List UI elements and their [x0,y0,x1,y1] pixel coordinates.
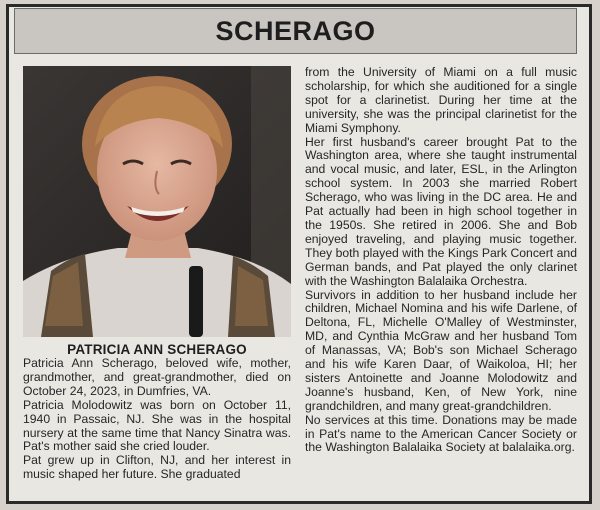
page-title: SCHERAGO [215,15,376,46]
obituary-paragraph: Patricia Ann Scherago, beloved wife, mother, grandmother, and great-grandmother, died on October 24, 2023, in Dumfries, VA. [23,356,291,398]
deceased-name: PATRICIA ANN SCHERAGO [67,342,247,357]
obituary-paragraph: No services at this time. Donations may be made in Pat's name to the American Cancer Society or the Washington Balalaika Society at balalaika.org. [305,412,577,455]
obituary-text-left [23,357,291,482]
portrait-photo [23,66,291,337]
obituary-paragraph: from the University of Miami on a full music scholarship, for which she auditioned for a single spot for a clarinetist. During her time at the university, she was the principal clarinetist for the Miami Symphony. [305,65,577,135]
header-banner [14,8,577,54]
portrait-image [23,66,291,337]
obituary-text-right [305,66,577,455]
obituary-paragraph: Her first husband's career brought Pat to the Washington area, where she taught instrumental and vocal music, and later, ESL, in the Arlington school system. In 2003 she married Robert Scherago, who was living in the DC area. He and Pat actually had been in high school together in the 1950s. She retired in 2006. She and Bob enjoyed traveling, and playing music together. They both played with the Kings Park Concert and German bands, and Pat played the only clarinet with the Washington Balalaika Orchestra. [305,134,577,288]
obituary-paragraph: Pat grew up in Clifton, NJ, and her interest in music shaped her future. She graduated [23,453,291,482]
obituary-paragraph: Survivors in addition to her husband include her children, Michael Nomina and his wife Darlene, of Deltona, FL, Michelle O'Malley of Westminster, MD, and Cynthia McGraw and her husband Tom of Manassas, VA; Bob's son Michael Scherago and his wife Karen Daar, of Waikoloa, HI; her sisters Antoinette and Joanne Molodowitz and Joanne's husband, Ken, of New York, nine grandchildren, and many great-grandchildren. [305,287,577,413]
obituary-paragraph: Patricia Molodowitz was born on October 11, 1940 in Passaic, NJ. She was in the hospital nursery at the same time that Nancy Sinatra was. Pat's mother said she cried louder. [23,397,291,454]
